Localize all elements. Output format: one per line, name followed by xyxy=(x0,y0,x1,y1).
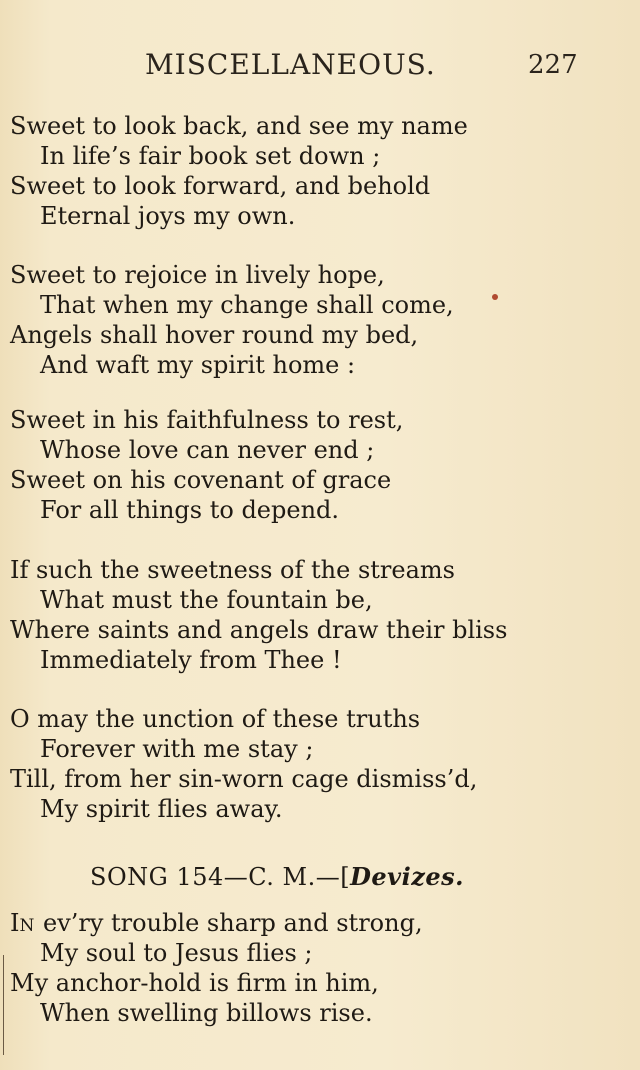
verse-line: Whose love can never end ; xyxy=(40,436,375,464)
verse-line: Till, from her sin-worn cage dismiss’d, xyxy=(10,765,478,793)
stanza-5 xyxy=(10,704,630,824)
verse-line: My spirit flies away. xyxy=(40,795,283,823)
verse-line: My soul to Jesus flies ; xyxy=(40,939,313,967)
verse-line: Sweet to look back, and see my name xyxy=(10,112,468,140)
first-word-initial: I xyxy=(10,909,20,937)
margin-rule xyxy=(3,955,4,1055)
verse-line: For all things to depend. xyxy=(40,496,340,524)
verse-line: My anchor-hold is firm in him, xyxy=(10,969,379,997)
stanza-2 xyxy=(10,260,630,380)
verse-line: Sweet to look forward, and behold xyxy=(10,172,431,200)
song-number-meter: SONG 154—C. M.—[ xyxy=(90,863,351,891)
verse-line: When swelling billows rise. xyxy=(40,999,373,1027)
page-number: 227 xyxy=(528,50,578,80)
verse-line: Eternal joys my own. xyxy=(40,202,296,230)
verse-line: What must the fountain be, xyxy=(40,586,373,614)
verse-line: And waft my spirit home : xyxy=(40,351,356,379)
verse-line: Where saints and angels draw their bliss xyxy=(10,616,508,644)
song-heading xyxy=(90,862,464,891)
tune-name: Devizes. xyxy=(350,862,464,891)
verse-line: In life’s fair book set down ; xyxy=(40,142,381,170)
song-stanza-1 xyxy=(10,908,630,1028)
verse-line: Forever with me stay ; xyxy=(40,735,314,763)
verse-line: Angels shall hover round my bed, xyxy=(10,321,419,349)
verse-line: O may the unction of these truths xyxy=(10,705,421,733)
stanza-3 xyxy=(10,405,630,525)
verse-line: That when my change shall come, xyxy=(40,291,454,319)
verse-line: If such the sweetness of the streams xyxy=(10,556,455,584)
verse-line: Sweet to rejoice in lively hope, xyxy=(10,261,385,289)
verse-line xyxy=(10,908,630,938)
verse-line: Immediately from Thee ! xyxy=(40,646,342,674)
first-line-rest: ev’ry trouble sharp and strong, xyxy=(35,909,423,937)
stanza-4 xyxy=(10,555,630,675)
ink-speck xyxy=(492,294,498,300)
verse-line: Sweet on his covenant of grace xyxy=(10,466,392,494)
first-word-rest: N xyxy=(19,916,36,936)
page-header-title: MISCELLANEOUS. xyxy=(145,48,436,81)
stanza-1 xyxy=(10,111,630,231)
verse-line: Sweet in his faithfulness to rest, xyxy=(10,406,404,434)
